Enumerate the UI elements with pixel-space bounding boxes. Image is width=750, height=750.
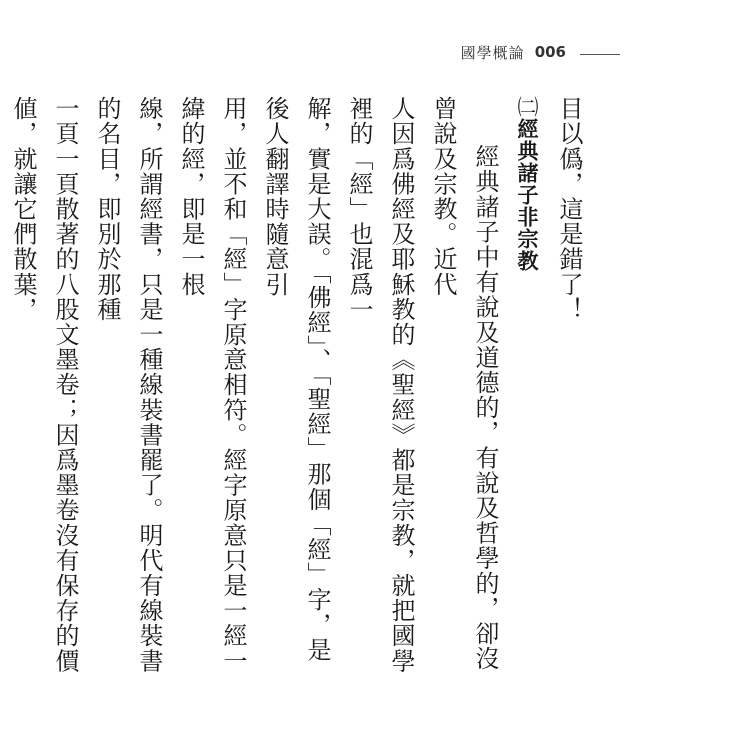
text-column: 目以僞，這是錯了！ bbox=[555, 96, 583, 322]
text-column: 線，所謂經書，只是一種線裝書罷了。明代有線裝書的名目，即別於那種 bbox=[93, 96, 163, 674]
text-column: 解，實是大誤。「佛經」、「聖經」那個「經」字，是後人翻譯時隨意引 bbox=[261, 96, 331, 663]
header-rule bbox=[580, 54, 620, 55]
page-number: 006 bbox=[534, 43, 566, 61]
page-header bbox=[461, 40, 620, 64]
text-column: 人因爲佛經及耶穌教的《聖經》都是宗教，就把國學裡的「經」也混爲一 bbox=[345, 96, 415, 674]
section-heading bbox=[506, 96, 548, 676]
section-title: 經典諸子非宗教 bbox=[515, 118, 539, 272]
text-column bbox=[0, 96, 2, 676]
text-column: 經典諸子中有說及道德的，有說及哲學的，卻沒曾說及宗教。近代 bbox=[429, 96, 499, 672]
book-title: 國學概論 bbox=[460, 43, 525, 62]
vertical-text-body bbox=[0, 96, 590, 676]
text-column: 用，並不和「經」字原意相符。經字原意只是一經一緯的經，即是一根 bbox=[177, 96, 247, 674]
text-column: 一頁一頁散著的八股文墨卷；因爲墨卷沒有保存的價値，就讓它們散葉， bbox=[9, 96, 79, 674]
section-marker: ㈡ bbox=[515, 96, 539, 118]
